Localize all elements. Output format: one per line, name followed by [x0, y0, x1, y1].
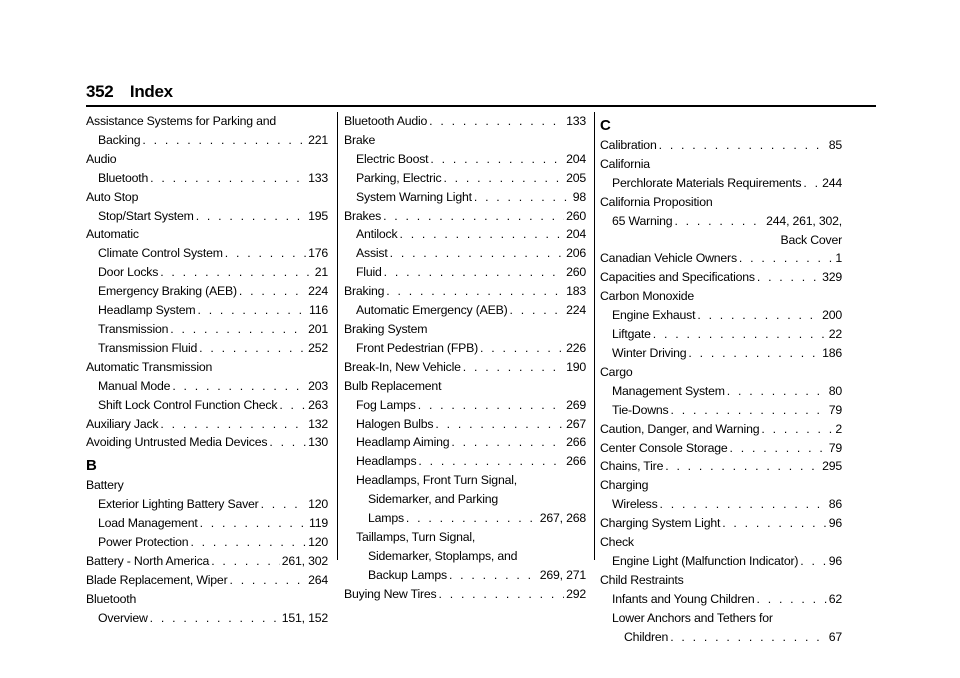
index-heading: Automatic Transmission: [86, 359, 213, 374]
index-entry: [344, 112, 586, 131]
entry-page-ref: 204: [566, 227, 586, 242]
entry-term: Stop/Start System: [98, 208, 194, 223]
entry-term: Braking: [344, 284, 385, 299]
index-entry: [600, 306, 842, 325]
dot-leader: [463, 358, 564, 377]
entry-page-ref: 264: [308, 572, 328, 587]
entry-term: Capacities and Specifications: [600, 270, 755, 285]
entry-page-ref: 266: [566, 454, 586, 469]
dot-leader: [418, 396, 564, 415]
entry-page-ref: 176: [308, 246, 328, 261]
dot-leader: [406, 509, 538, 528]
entry-term: Infants and Young Children: [612, 591, 755, 606]
index-entry: [344, 188, 586, 207]
entry-page-ref: 183: [566, 284, 586, 299]
entry-page-ref: 86: [828, 497, 842, 512]
entry-page-ref: 22: [828, 327, 842, 342]
entry-page-ref: 203: [308, 378, 328, 393]
entry-page-ref: 186: [822, 345, 842, 360]
index-entry: [600, 382, 842, 401]
dot-leader: [225, 244, 306, 263]
dot-leader: [803, 174, 820, 193]
index-heading: Taillamps, Turn Signal,: [356, 529, 476, 544]
dot-leader: [727, 382, 827, 401]
entry-term: Climate Control System: [98, 246, 223, 261]
dot-leader: [474, 188, 571, 207]
entry-page-ref: 204: [566, 151, 586, 166]
index-entry: [344, 358, 586, 377]
entry-term: Exterior Lighting Battery Saver: [98, 497, 259, 512]
entry-page-ref: 133: [308, 170, 328, 185]
index-entry: [86, 495, 328, 514]
dot-leader: [800, 552, 826, 571]
dot-leader: [757, 268, 820, 287]
index-entry: [344, 415, 586, 434]
dot-leader: [697, 306, 820, 325]
entry-term: Door Locks: [98, 265, 159, 280]
index-heading: Audio: [86, 151, 117, 166]
index-heading: California Proposition: [600, 194, 713, 209]
index-entry: [86, 244, 328, 263]
index-entry: [344, 396, 586, 415]
entry-page-ref: 120: [308, 497, 328, 512]
entry-page-ref: 269, 271: [539, 567, 586, 582]
entry-page-ref: 21: [314, 265, 328, 280]
index-heading: Cargo: [600, 364, 633, 379]
page-number: 352: [86, 82, 114, 101]
dot-leader: [170, 320, 306, 339]
dot-leader: [399, 225, 564, 244]
index-entry: [600, 249, 842, 268]
dot-leader: [653, 325, 827, 344]
entry-page-ref: 252: [308, 340, 328, 355]
entry-term: Winter Driving: [612, 345, 687, 360]
entry-term: Assist: [356, 246, 388, 261]
index-entry: [600, 136, 842, 155]
column-divider-1: [337, 112, 338, 560]
index-entry: [344, 263, 586, 282]
index-entry: [344, 244, 586, 263]
index-entry: [344, 282, 586, 301]
dot-leader: [269, 433, 306, 452]
index-entry: [86, 533, 328, 552]
dot-leader: [756, 590, 826, 609]
entry-term: Wireless: [612, 497, 658, 512]
entry-page-ref: 133: [566, 114, 586, 128]
entry-term: Battery - North America: [86, 553, 210, 568]
entry-term: Shift Lock Control Function Check: [98, 397, 278, 412]
dot-leader: [449, 566, 538, 585]
index-heading: Charging: [600, 478, 649, 493]
index-entry: [86, 571, 328, 590]
index-entry: [86, 396, 328, 415]
dot-leader: [739, 249, 833, 268]
dot-leader: [674, 212, 764, 231]
entry-term: Calibration: [600, 138, 657, 152]
entry-page-ref: 221: [308, 132, 328, 147]
entry-term: Break-In, New Vehicle: [344, 359, 461, 374]
dot-leader: [172, 377, 306, 396]
dot-leader: [688, 344, 820, 363]
index-heading: Battery: [86, 478, 124, 493]
entry-term: Liftgate: [612, 327, 651, 342]
entry-page-ref: 269: [566, 397, 586, 412]
index-heading: Headlamps, Front Turn Signal,: [356, 473, 517, 488]
entry-term: Parking, Electric: [356, 170, 442, 185]
index-entry: [344, 433, 586, 452]
index-column-3: [600, 112, 842, 646]
entry-page-ref: 295: [822, 459, 842, 474]
index-entry: [344, 585, 586, 604]
index-entry: [344, 452, 586, 471]
dot-leader: [190, 533, 306, 552]
entry-term: Front Pedestrian (FPB): [356, 340, 479, 355]
index-letter-heading: C: [600, 117, 611, 134]
entry-term: Manual Mode: [98, 378, 171, 393]
entry-page-ref: 96: [828, 553, 842, 568]
index-heading: Bluetooth: [86, 591, 137, 606]
dot-leader: [670, 628, 827, 647]
index-entry: [86, 282, 328, 301]
index-entry: [600, 420, 842, 439]
index-heading: California: [600, 156, 650, 171]
index-entry: [86, 301, 328, 320]
dot-leader: [229, 571, 306, 590]
index-entry: [600, 174, 842, 193]
index-heading: Sidemarker, Stoplamps, and: [368, 548, 518, 563]
dot-leader: [671, 401, 827, 420]
entry-page-ref: 263: [308, 397, 328, 412]
index-entry: [86, 263, 328, 282]
dot-leader: [730, 439, 827, 458]
entry-page-ref: 195: [308, 208, 328, 223]
dot-leader: [142, 131, 306, 150]
index-entry: [600, 401, 842, 420]
entry-page-ref: 224: [308, 284, 328, 299]
dot-leader: [196, 207, 306, 226]
entry-page-ref: 200: [822, 308, 842, 323]
index-entry: [86, 377, 328, 396]
index-heading: Braking System: [344, 321, 428, 336]
entry-term: System Warning Light: [356, 189, 472, 204]
entry-term: Backup Lamps: [368, 567, 447, 582]
entry-term: Transmission: [98, 321, 169, 336]
dot-leader: [239, 282, 306, 301]
dot-leader: [510, 301, 565, 320]
entry-page-ref: 206: [566, 246, 586, 261]
entry-page-ref: 267: [566, 416, 586, 431]
dot-leader: [160, 415, 306, 434]
entry-term: Electric Boost: [356, 151, 429, 166]
entry-page-ref: 132: [308, 416, 328, 431]
dot-leader: [384, 263, 564, 282]
entry-page-ref: 120: [308, 535, 328, 550]
entry-term: Lamps: [368, 511, 404, 526]
dot-leader: [451, 433, 564, 452]
dot-leader: [150, 169, 306, 188]
dot-leader: [279, 396, 306, 415]
index-entry: [600, 268, 842, 287]
index-entry: [600, 325, 842, 344]
dot-leader: [761, 420, 833, 439]
index-heading: Assistance Systems for Parking and: [86, 114, 277, 128]
index-entry: [344, 566, 586, 585]
entry-page-ref: 80: [828, 383, 842, 398]
dot-leader: [160, 263, 313, 282]
entry-page-ref: 130: [308, 435, 328, 450]
index-entry: [86, 514, 328, 533]
section-title: Index: [129, 82, 173, 101]
entry-term: Overview: [98, 610, 148, 625]
dot-leader: [430, 150, 564, 169]
entry-term: Canadian Vehicle Owners: [600, 251, 737, 266]
header-rule: [86, 105, 876, 107]
entry-page-ref: 201: [308, 321, 328, 336]
dot-leader: [211, 552, 280, 571]
entry-term: Engine Exhaust: [612, 308, 696, 323]
entry-term: Charging System Light: [600, 516, 721, 531]
dot-leader: [659, 136, 827, 155]
index-heading: Automatic: [86, 227, 139, 242]
entry-term: Headlamp Aiming: [356, 435, 450, 450]
entry-page-ref: 96: [828, 516, 842, 531]
dot-leader: [150, 609, 280, 628]
entry-page-ref: 260: [566, 265, 586, 280]
entry-page-ref: 116: [308, 303, 328, 318]
index-entry: [86, 339, 328, 358]
index-entry: [86, 131, 328, 150]
index-letter-heading: B: [86, 457, 97, 475]
entry-page-ref: 226: [566, 340, 586, 355]
entry-term: Antilock: [356, 227, 398, 242]
entry-term: Halogen Bulbs: [356, 416, 434, 431]
entry-page-ref: 79: [828, 402, 842, 417]
index-entry: [344, 169, 586, 188]
entry-page-ref: 244: [822, 175, 842, 190]
entry-page-ref: 190: [566, 359, 586, 374]
dot-leader: [200, 514, 307, 533]
index-heading: Check: [600, 535, 634, 550]
entry-term: Load Management: [98, 516, 198, 531]
index-entry: [344, 339, 586, 358]
index-entry: [344, 207, 586, 226]
column-divider-2: [594, 112, 595, 560]
entry-page-ref: 224: [566, 303, 586, 318]
entry-page-ref: 79: [828, 440, 842, 455]
entry-term: Caution, Danger, and Warning: [600, 421, 760, 436]
entry-page-ref: 261, 302: [281, 553, 328, 568]
index-entry: [86, 609, 328, 628]
dot-leader: [660, 495, 827, 514]
entry-page-ref-continued: Back Cover: [780, 232, 842, 247]
entry-term: Bluetooth: [98, 170, 149, 185]
index-heading: Sidemarker, and Parking: [368, 492, 499, 507]
index-entry: [86, 433, 328, 452]
entry-page-ref: 266: [566, 435, 586, 450]
dot-leader: [438, 585, 564, 604]
entry-page-ref: 244, 261, 302,: [766, 213, 842, 228]
entry-term: Power Protection: [98, 535, 189, 550]
entry-term: Blade Replacement, Wiper: [86, 572, 228, 587]
entry-term: Headlamps: [356, 454, 417, 469]
index-entry: [344, 225, 586, 244]
index-entry: [86, 169, 328, 188]
index-entry: [600, 552, 842, 571]
entry-term: Center Console Storage: [600, 440, 728, 455]
dot-leader: [383, 207, 564, 226]
index-heading: Bulb Replacement: [344, 378, 442, 393]
index-entry: [600, 628, 842, 647]
dot-leader: [261, 495, 307, 514]
entry-term: Transmission Fluid: [98, 340, 198, 355]
index-entry: [344, 509, 586, 528]
entry-page-ref: 292: [566, 586, 586, 601]
entry-term: Brakes: [344, 208, 382, 223]
index-heading: Carbon Monoxide: [600, 289, 695, 304]
entry-term: Backing: [98, 132, 141, 147]
index-heading: Brake: [344, 132, 376, 147]
index-entry: [600, 212, 842, 231]
entry-page-ref: 329: [822, 270, 842, 285]
index-entry: [600, 344, 842, 363]
entry-term: Management System: [612, 383, 725, 398]
index-entry: [86, 207, 328, 226]
index-entry: [600, 457, 842, 476]
index-entry: [600, 590, 842, 609]
entry-term: Automatic Emergency (AEB): [356, 303, 508, 318]
entry-page-ref: 267, 268: [539, 511, 586, 526]
index-entry: [86, 320, 328, 339]
entry-page-ref: 67: [828, 629, 842, 644]
entry-term: Chains, Tire: [600, 459, 664, 474]
index-heading: Auto Stop: [86, 189, 139, 204]
dot-leader: [199, 339, 306, 358]
dot-leader: [418, 452, 564, 471]
index-entry: [600, 514, 842, 533]
entry-page-ref: 2: [835, 421, 842, 436]
index-entry: [600, 439, 842, 458]
entry-term: 65 Warning: [612, 213, 673, 228]
index-entry: [86, 415, 328, 434]
page-header: [86, 82, 173, 102]
entry-page-ref: 260: [566, 208, 586, 223]
index-heading: Child Restraints: [600, 572, 684, 587]
entry-term: Tie-Downs: [612, 402, 669, 417]
entry-page-ref: 98: [572, 189, 586, 204]
dot-leader: [480, 339, 564, 358]
entry-term: Engine Light (Malfunction Indicator): [612, 553, 799, 568]
entry-term: Headlamp System: [98, 303, 196, 318]
entry-page-ref: 85: [828, 138, 842, 152]
entry-term: Buying New Tires: [344, 586, 437, 601]
index-entry: [86, 552, 328, 571]
dot-leader: [429, 112, 564, 131]
entry-term: Fluid: [356, 265, 382, 280]
dot-leader: [443, 169, 564, 188]
index-entry: [344, 301, 586, 320]
entry-term: Avoiding Untrusted Media Devices: [86, 435, 268, 450]
entry-term: Perchlorate Materials Requirements: [612, 175, 802, 190]
entry-term: Auxiliary Jack: [86, 416, 159, 431]
dot-leader: [386, 282, 564, 301]
dot-leader: [435, 415, 564, 434]
entry-page-ref: 62: [828, 591, 842, 606]
entry-page-ref: 1: [835, 251, 842, 266]
entry-page-ref: 119: [308, 516, 328, 531]
dot-leader: [665, 457, 820, 476]
entry-page-ref: 151, 152: [281, 610, 328, 625]
index-column-2: [344, 112, 586, 604]
dot-leader: [390, 244, 564, 263]
dot-leader: [197, 301, 307, 320]
entry-term: Fog Lamps: [356, 397, 416, 412]
dot-leader: [722, 514, 827, 533]
index-column-1: [86, 112, 328, 628]
index-entry: [344, 150, 586, 169]
index-heading: Lower Anchors and Tethers for: [612, 610, 773, 625]
entry-page-ref: 205: [566, 170, 586, 185]
entry-term: Children: [624, 629, 669, 644]
entry-term: Bluetooth Audio: [344, 114, 428, 128]
index-entry: [600, 495, 842, 514]
entry-term: Emergency Braking (AEB): [98, 284, 237, 299]
